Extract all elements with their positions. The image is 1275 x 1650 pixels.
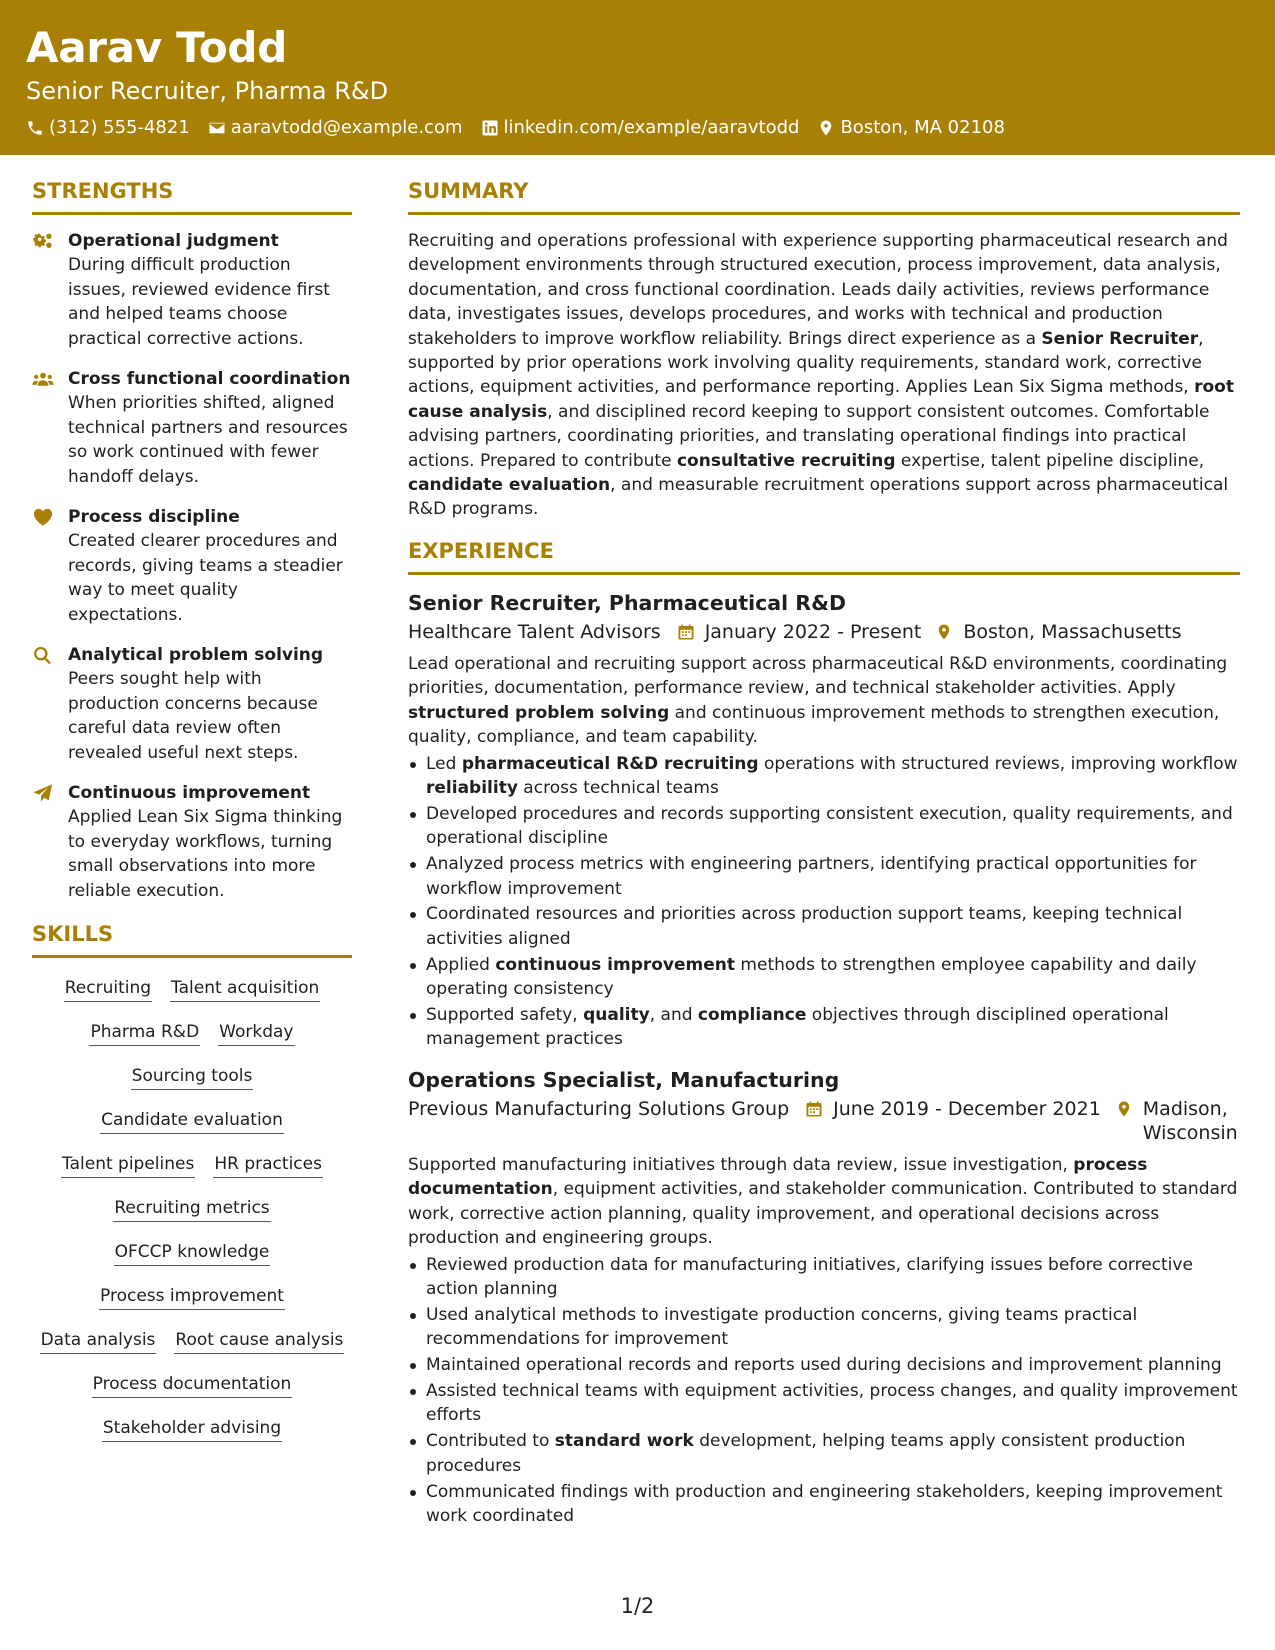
linkedin-text: linkedin.com/example/aaravtodd (503, 117, 800, 138)
resume-header (0, 0, 1275, 155)
bullet-item: Led pharmaceutical R&D recruiting operations with structured reviews, improving workflow reliability across technical teams (408, 752, 1240, 801)
skill-tag: Sourcing tools (131, 1064, 254, 1090)
skill-tag: Workday (218, 1020, 294, 1046)
job-meta (408, 1097, 1240, 1145)
skills-row (32, 976, 352, 1002)
summary-title: SUMMARY (408, 176, 1240, 215)
search-icon (32, 643, 56, 765)
job-title: Operations Specialist, Manufacturing (408, 1067, 840, 1092)
skills-row (32, 1328, 352, 1354)
strength-title: Cross functional coordination (68, 369, 351, 389)
skills-title: SKILLS (32, 919, 352, 958)
bullet-item: Contributed to standard work development, helping teams apply consistent production procedures (408, 1429, 1240, 1478)
strength-description: Peers sought help with production concerns because careful data review often revealed useful next steps. (68, 669, 318, 763)
skills-row (32, 1152, 352, 1178)
calendar-icon (805, 1100, 823, 1118)
bullet-item: Developed procedures and records supporting consistent execution, quality requirements, and operational discipline (408, 802, 1240, 851)
calendar-icon (677, 623, 695, 641)
job-entry (408, 589, 1240, 1052)
bold-phrase: quality (583, 1005, 650, 1026)
job-location: Madison, Wisconsin (1115, 1097, 1240, 1145)
skill-tag: Data analysis (40, 1328, 157, 1354)
skills-row (32, 1240, 352, 1266)
skill-tag: Process improvement (99, 1284, 285, 1310)
bold-phrase: compliance (697, 1005, 807, 1026)
bullet-item: Supported safety, quality, and compliance objectives through disciplined operational management practices (408, 1003, 1240, 1052)
map-marker-icon (1115, 1100, 1133, 1118)
strength-item (32, 781, 352, 903)
skill-tag: Process documentation (92, 1372, 293, 1398)
job-description: Lead operational and recruiting support across pharmaceutical R&D environments, coordinating priorities, documentation, performance review, and technical stakeholder activities. Apply structured problem solving and continuous improvement methods to strengthen execution, quality, compliance, and team capability. (408, 653, 1228, 748)
job-title: Senior Recruiter, Pharmaceutical R&D (408, 590, 846, 615)
map-marker-icon (935, 623, 953, 641)
job-description: Supported manufacturing initiatives through data review, issue investigation, process documentation, equipment activities, and stakeholder communication. Contributed to standard work, corrective action planning, quality improvement, and operational decisions across production and engineering groups. (408, 1154, 1238, 1249)
bold-phrase: reliability (426, 777, 518, 798)
skill-tag: Root cause analysis (174, 1328, 344, 1354)
bullet-item: Maintained operational records and reports used during decisions and improvement planning (408, 1353, 1240, 1377)
skills-row (32, 1064, 352, 1090)
job-dates: June 2019 - December 2021 (805, 1097, 1101, 1121)
contact-email[interactable] (208, 116, 463, 140)
bullet-item: Analyzed process metrics with engineering partners, identifying practical opportunities for workflow improvement (408, 852, 1240, 901)
strength-description: When priorities shifted, aligned technical partners and resources so work continued with fewer handoff delays. (68, 393, 348, 487)
contact-bar (26, 116, 1249, 140)
job-meta (408, 620, 1240, 644)
skills-row (32, 1020, 352, 1046)
job-company: Healthcare Talent Advisors (408, 620, 661, 643)
contact-phone[interactable] (26, 116, 190, 140)
strength-title: Continuous improvement (68, 783, 311, 803)
phone-icon (26, 119, 44, 137)
candidate-name: Aarav Todd (26, 23, 287, 72)
strengths-list (32, 229, 352, 903)
paper-plane-icon (32, 781, 56, 903)
bold-phrase: pharmaceutical R&D recruiting (461, 753, 759, 774)
heart-icon (32, 505, 56, 627)
bullet-item: Reviewed production data for manufacturing initiatives, clarifying issues before corrective action planning (408, 1253, 1240, 1302)
bullet-item: Assisted technical teams with equipment activities, process changes, and quality improvement efforts (408, 1379, 1240, 1428)
contact-location (817, 116, 1005, 140)
strength-item (32, 229, 352, 351)
bold-phrase: Senior Recruiter (1041, 328, 1199, 349)
skills-row (32, 1372, 352, 1398)
strength-title: Operational judgment (68, 231, 279, 251)
strength-title: Process discipline (68, 507, 240, 527)
bold-phrase: standard work (554, 1431, 694, 1452)
envelope-icon (208, 119, 226, 137)
strength-item (32, 367, 352, 489)
job-location: Boston, Massachusetts (935, 620, 1181, 644)
strengths-title: STRENGTHS (32, 176, 352, 215)
phone-text: (312) 555-4821 (49, 117, 190, 138)
skill-tag: Recruiting metrics (113, 1196, 270, 1222)
skills-list (32, 972, 352, 1442)
skill-tag: Talent acquisition (170, 976, 320, 1002)
bold-phrase: consultative recruiting (676, 450, 896, 471)
skill-tag: OFCCP knowledge (114, 1240, 271, 1266)
job-bullets (408, 752, 1240, 1052)
location-text: Boston, MA 02108 (840, 117, 1005, 138)
bullet-item: Coordinated resources and priorities across production support teams, keeping technical activities aligned (408, 902, 1240, 951)
candidate-headline: Senior Recruiter, Pharma R&D (26, 77, 389, 105)
page-number: 1/2 (620, 1594, 655, 1618)
job-dates: January 2022 - Present (677, 620, 922, 644)
map-marker-icon (817, 119, 835, 137)
skills-row (32, 1416, 352, 1442)
bold-phrase: structured problem solving (408, 702, 670, 723)
strength-item (32, 643, 352, 765)
skill-tag: Talent pipelines (61, 1152, 195, 1178)
bold-phrase: root cause analysis (408, 377, 1234, 422)
strength-item (32, 505, 352, 627)
job-bullets (408, 1253, 1240, 1529)
bullet-item: Communicated findings with production and engineering stakeholders, keeping improvement work coordinated (408, 1480, 1240, 1529)
bullet-item: Applied continuous improvement methods to strengthen employee capability and daily operating consistency (408, 953, 1240, 1002)
job-entry (408, 1066, 1240, 1529)
bullet-item: Used analytical methods to investigate production concerns, giving teams practical recommendations for improvement (408, 1303, 1240, 1352)
skills-row (32, 1196, 352, 1222)
bold-phrase: process documentation (408, 1154, 1148, 1200)
left-column (32, 176, 352, 1442)
strength-title: Analytical problem solving (68, 645, 324, 665)
contact-linkedin[interactable] (481, 116, 800, 140)
job-company: Previous Manufacturing Solutions Group (408, 1097, 790, 1120)
skills-row (32, 1108, 352, 1134)
right-column (408, 176, 1240, 1530)
summary-text: Recruiting and operations professional with experience supporting pharmaceutical research and development environments through structured execution, process improvement, data analysis, documentation, and cross functional coordination. Leads daily activities, reviews performance data, investigates issues, develops procedures, and works with technical and production stakeholders to improve workflow reliability. Brings direct experience as a Senior Recruiter, supported by prior operations work involving quality requirements, standard work, corrective actions, equipment activities, and performance reporting. Applies Lean Six Sigma methods, root cause analysis, and disciplined record keeping to support consistent outcomes. Comfortable advising partners, coordinating priorities, and translating operational findings into practical actions. Prepared to contribute consultative recruiting expertise, talent pipeline discipline, candidate evaluation, and measurable recruitment operations support across pharmaceutical R&D programs. (408, 231, 1234, 520)
experience-list (408, 589, 1240, 1529)
strength-description: During difficult production issues, reviewed evidence first and helped teams choose practical corrective actions. (68, 255, 330, 349)
bold-phrase: candidate evaluation (408, 475, 611, 496)
skill-tag: Pharma R&D (89, 1020, 200, 1046)
bold-phrase: continuous improvement (495, 954, 736, 975)
skill-tag: Stakeholder advising (102, 1416, 282, 1442)
experience-title: EXPERIENCE (408, 536, 1240, 575)
skill-tag: Candidate evaluation (100, 1108, 284, 1134)
skills-row (32, 1284, 352, 1310)
strength-description: Created clearer procedures and records, giving teams a steadier way to meet quality expectations. (68, 531, 343, 625)
strength-description: Applied Lean Six Sigma thinking to everyday workflows, turning small observations into more reliable execution. (68, 807, 343, 901)
users-icon (32, 367, 56, 489)
email-text: aaravtodd@example.com (230, 117, 463, 138)
skill-tag: Recruiting (64, 976, 152, 1002)
gears-icon (32, 229, 56, 351)
linkedin-icon (481, 119, 499, 137)
skill-tag: HR practices (213, 1152, 323, 1178)
